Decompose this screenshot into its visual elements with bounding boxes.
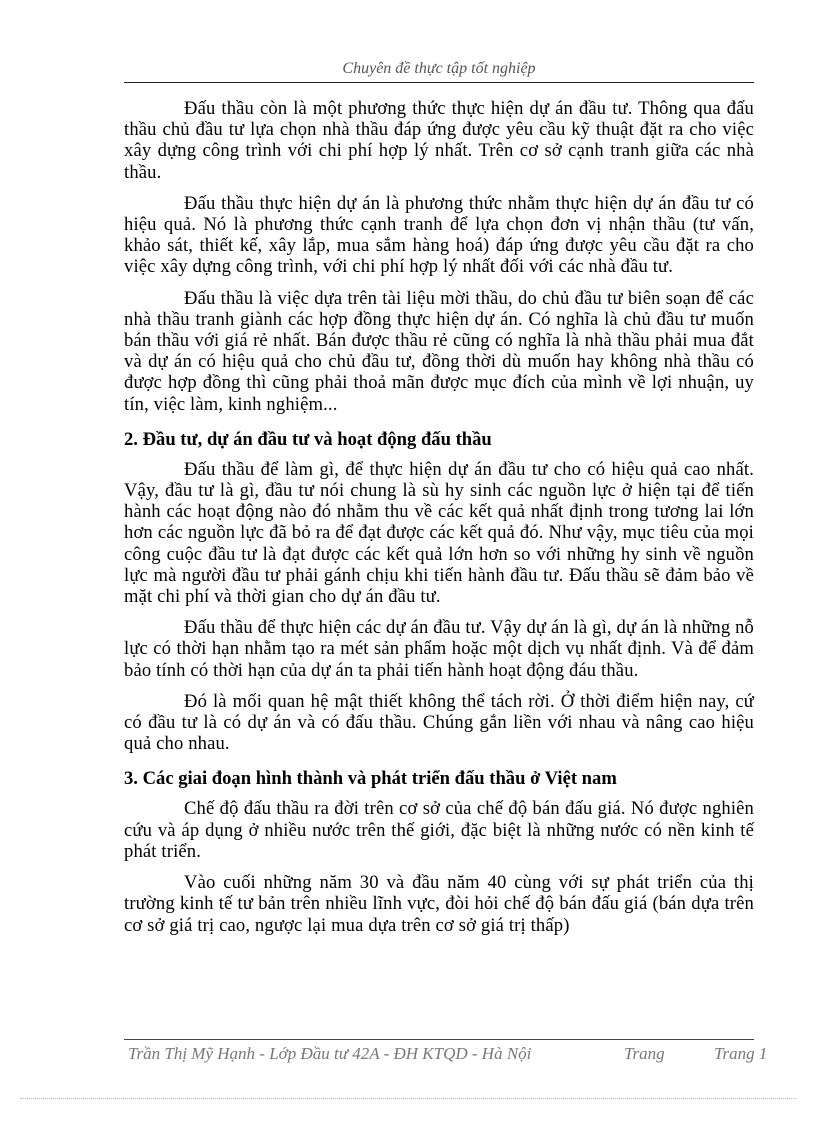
section-heading-2: 2. Đầu tư, dự án đầu tư và hoạt động đấu thầu: [124, 428, 492, 450]
paragraph: Đấu thầu thực hiện dự án là phương thức nhằm thực hiện dự án đầu tư có hiệu quả. Nó là phương thức cạnh tranh để lựa chọn đơn vị nhận thầu (tư vấn, khảo sát, thiết kế, xây lắp, mua sắm hàng hoá) đáp ứng được yêu cầu đặt ra cho việc xây dựng công trình, với chi phí hợp lý nhất đối với các nhà đầu tư.: [124, 192, 754, 278]
paragraph: Chế độ đấu thầu ra đời trên cơ sở của chế độ bán đấu giá. Nó được nghiên cứu và áp dụng ở nhiều nước trên thế giới, đặc biệt là những nước có nền kinh tế phát triển.: [124, 798, 754, 862]
section-heading-3: 3. Các giai đoạn hình thành và phát triển đấu thầu ở Việt nam: [124, 768, 617, 790]
footer-page-label: Trang: [624, 1044, 665, 1063]
paragraph: Đấu thầu còn là một phương thức thực hiện dự án đầu tư. Thông qua đấu thầu chủ đầu tư lựa chọn nhà thầu đáp ứng được yêu cầu kỹ thuật đặt ra cho việc xây dựng công trình với chi phí hợp lý nhất. Trên cơ sở cạnh tranh giữa các nhà thầu.: [124, 98, 754, 183]
footer-divider: [124, 1039, 754, 1040]
footer-author: Trần Thị Mỹ Hạnh - Lớp Đầu tư 42A - ĐH KTQD - Hà Nội: [128, 1044, 532, 1063]
page-header-title: Chuyên đề thực tập tốt nghiệp: [342, 60, 536, 77]
paragraph: Đó là mối quan hệ mật thiết không thể tách rời. Ở thời điểm hiện nay, cứ có đầu tư là có dự án và có đấu thầu. Chúng gắn liền với nhau và nâng cao hiệu quả cho nhau.: [124, 690, 754, 755]
footer-page-number: Trang 1: [714, 1044, 768, 1063]
paragraph: Đấu thầu để thực hiện các dự án đầu tư. Vậy dự án là gì, dự án là những nỗ lực có thời hạn nhằm tạo ra mét sản phẩm hoặc một dịch vụ nhất định. Và để đảm bảo tính có thời hạn của dự án ta phải tiến hành hoạt động đáu thầu.: [124, 617, 754, 681]
paragraph: Đấu thầu là việc dựa trên tài liệu mời thầu, do chủ đầu tư biên soạn để các nhà thầu tranh giành các hợp đồng thực hiện dự án. Có nghĩa là chủ đầu tư muốn bán thầu với giá rẻ nhất. Bán được thầu rẻ cũng có nghĩa là nhà thầu phải mua đắt và dự án có hiệu quả cho chủ đầu tư, đồng thời dù muốn hay không nhà thầu có được hợp đồng thì cũng phải thoả mãn được mục đích của mình về lợi nhuận, uy tín, việc làm, kinh nghiệm...: [124, 287, 754, 415]
document-body: [124, 98, 754, 946]
paragraph: Đấu thầu để làm gì, để thực hiện dự án đầu tư cho có hiệu quả cao nhất. Vậy, đầu tư là gì, đầu tư nói chung là sù hy sinh các nguồn lực ở hiện tại để tiến hành các hoạt động nào đó nhằm thu về các kết quả nhất định trong tương lai lớn hơn các nguồn lực đã bỏ ra để đạt được các kết quả đó. Như vậy, mục tiêu của mọi công cuộc đầu tư là đạt được các kết quả lớn hơn so với những hy sinh về nguồn lực mà người đầu tư phải gánh chịu khi tiến hành đầu tư. Đấu thầu sẽ đảm bảo về mặt chi phí và thời gian cho dự án đầu tư.: [124, 458, 754, 608]
page-bottom-dotted-line: [20, 1098, 796, 1099]
paragraph: Vào cuối những năm 30 và đầu năm 40 cùng với sự phát triển của thị trường kinh tế tư bản trên nhiều lĩnh vực, đòi hỏi chế độ bán đấu giá (bán dựa trên cơ sở giá trị cao, ngược lại mua dựa trên cơ sở giá trị thấp): [124, 872, 754, 936]
header-divider: [124, 82, 754, 83]
